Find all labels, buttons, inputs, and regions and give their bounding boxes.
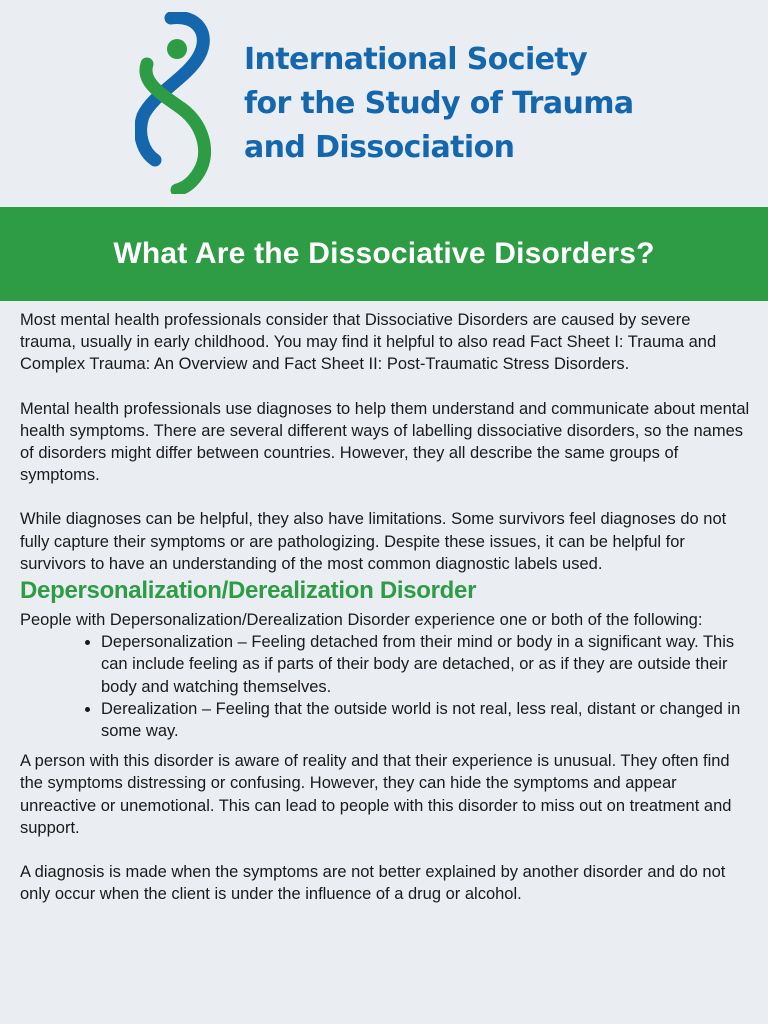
org-name-line-2: for the Study of Trauma [244,86,634,121]
symptom-list [20,631,750,742]
page-title: What Are the Dissociative Disorders? [113,237,655,270]
org-name-line-1: International Society [244,42,588,77]
title-banner [0,207,768,301]
section-paragraph-2: A diagnosis is made when the symptoms are not better explained by another disorder and do not only occur when the client is under the influence of a drug or alcohol. [20,863,726,904]
section-paragraph-1: A person with this disorder is aware of reality and that their experience is unusual. They often find the symptoms distressing or confusing. However, they can hide the symptoms and appear unreactive or unemotional. This can lead to people with this disorder to miss out on treatment and support. [20,752,732,837]
section-lead: People with Depersonalization/Derealization Disorder experience one or both of the following: [20,611,703,630]
org-name-line-3: and Dissociation [244,130,515,165]
intro-paragraph-3: While diagnoses can be helpful, they also have limitations. Some survivors feel diagnoses do not fully capture their symptoms or are pathologizing. Despite these issues, it can be helpful for survivors to have an understanding of the most common diagnostic labels used. [20,510,727,573]
list-item: • Depersonalization – Feeling detached from their mind or body in a significant way. This can include feeling as if parts of their body are detached, or as if they are outside their body and watching themselves. [101,631,750,698]
isstd-figure-logo-icon [135,12,220,194]
section-heading: Depersonalization/Derealization Disorder [20,577,477,605]
list-item: • Derealization – Feeling that the outside world is not real, less real, distant or changed in some way. [101,698,750,742]
header [0,0,768,207]
main-content [20,309,750,927]
intro-paragraph-1: Most mental health professionals consider that Dissociative Disorders are caused by severe trauma, usually in early childhood. You may find it helpful to also read Fact Sheet I: Trauma and Complex Trauma: An Overview and Fact Sheet II: Post-Traumatic Stress Disorders. [20,311,717,374]
organization-name [244,38,634,170]
intro-paragraph-2: Mental health professionals use diagnoses to help them understand and communicate about mental health symptoms. There are several different ways of labelling dissociative disorders, so the names of disorders might differ between countries. However, they all describe the same groups of symptoms. [20,399,750,485]
